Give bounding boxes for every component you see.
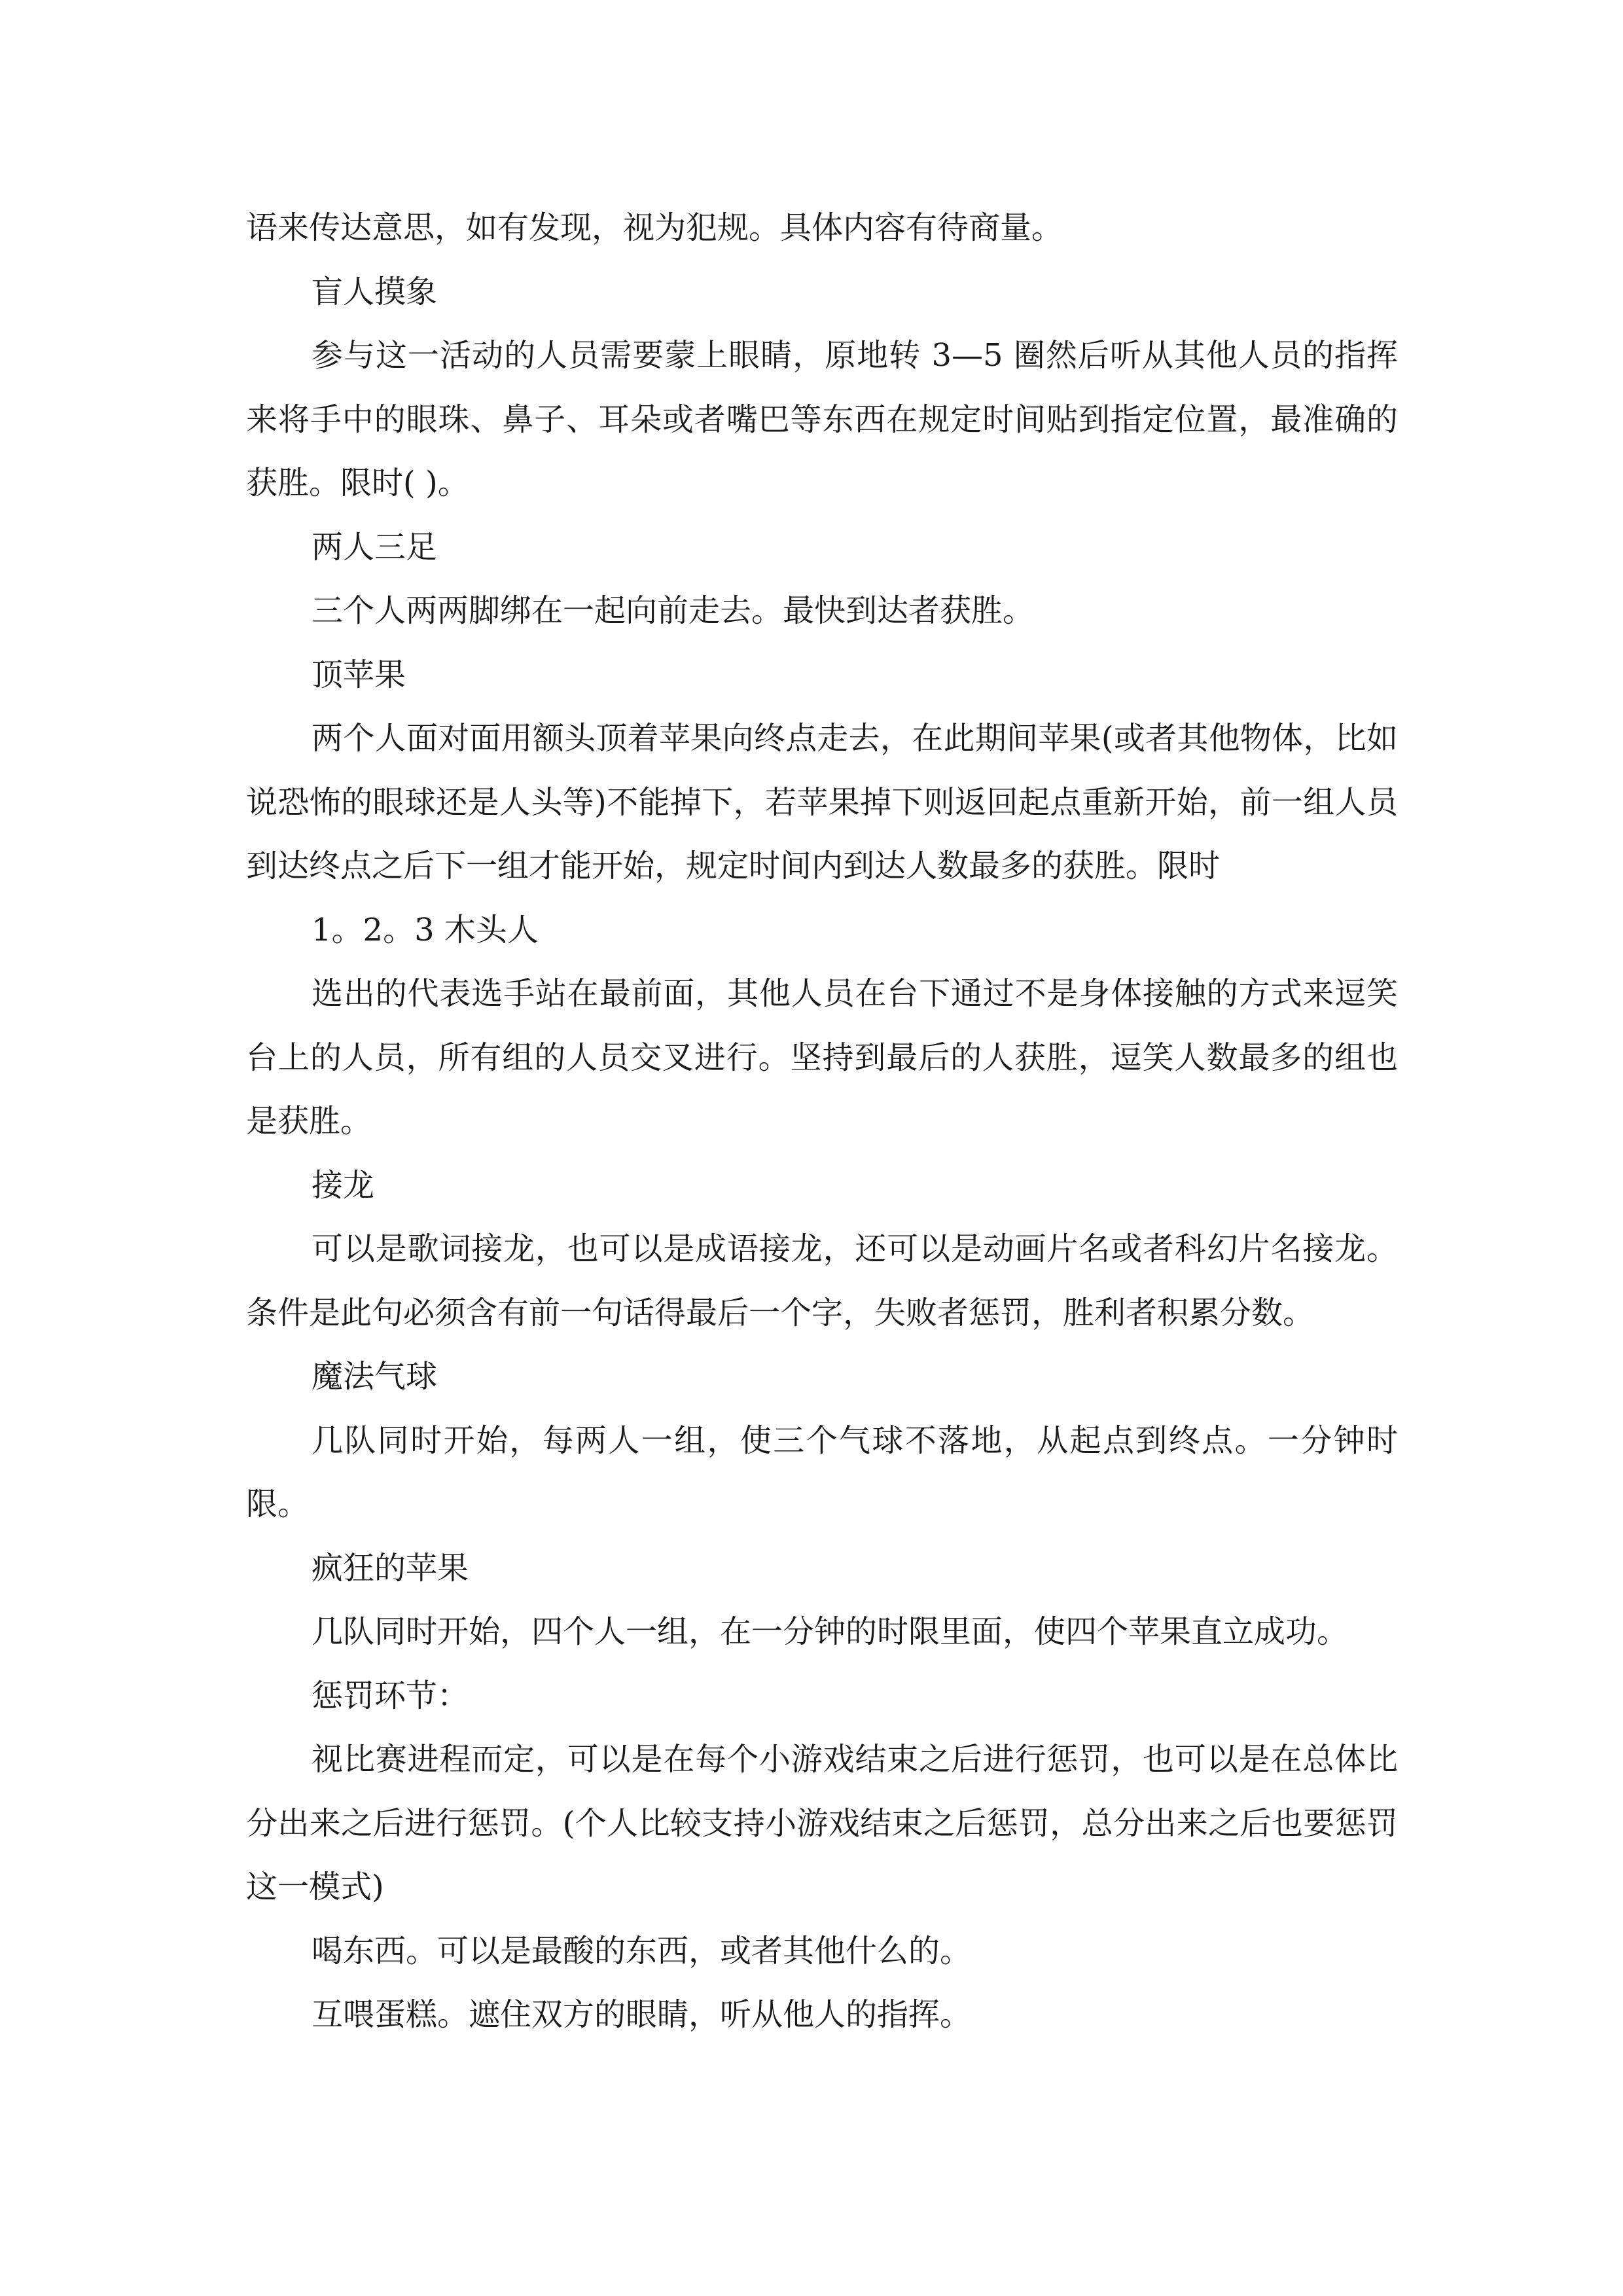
paragraph-crazy-apple: 几队同时开始，四个人一组，在一分钟的时限里面，使四个苹果直立成功。	[312, 1613, 1349, 1650]
heading-relay: 接龙	[312, 1166, 375, 1204]
paragraph-intro-continuation: 语来传达意思，如有发现，视为犯规。具体内容有待商量。	[246, 209, 1063, 246]
paragraph-three-legged: 三个人两两脚绑在一起向前走去。最快到达者获胜。	[312, 592, 1035, 629]
heading-three-legged: 两人三足	[312, 528, 438, 565]
heading-magic-balloon: 魔法气球	[312, 1358, 438, 1395]
heading-crazy-apple: 疯狂的苹果	[312, 1549, 469, 1587]
heading-head-apple: 顶苹果	[312, 656, 406, 693]
heading-blind-touch-elephant: 盲人摸象	[312, 273, 438, 310]
heading-wooden-man: 1。2。3 木头人	[312, 911, 539, 948]
paragraph-punishment: 视比赛进程而定，可以是在每个小游戏结束之后进行惩罚，也可以是在总体比分出来之后进行惩罚。(个人比较支持小游戏结束之后惩罚，总分出来之后也要惩罚这一模式)	[246, 1741, 1398, 1905]
paragraph-blind-touch-elephant: 参与这一活动的人员需要蒙上眼睛，原地转 3—5 圈然后听从其他人员的指挥来将手中的眼珠、鼻子、耳朵或者嘴巴等东西在规定时间贴到指定位置，最准确的获胜。限时( )。	[246, 337, 1398, 501]
document-body	[246, 196, 1398, 2047]
paragraph-magic-balloon: 几队同时开始，每两人一组，使三个气球不落地，从起点到终点。一分钟时限。	[246, 1422, 1398, 1522]
paragraph-wooden-man: 选出的代表选手站在最前面，其他人员在台下通过不是身体接触的方式来逗笑台上的人员，所有组的人员交叉进行。坚持到最后的人获胜，逗笑人数最多的组也是获胜。	[246, 975, 1398, 1139]
paragraph-punishment-drink: 喝东西。可以是最酸的东西，或者其他什么的。	[312, 1932, 972, 1969]
heading-punishment: 惩罚环节：	[312, 1677, 469, 1714]
paragraph-head-apple: 两个人面对面用额头顶着苹果向终点走去，在此期间苹果(或者其他物体，比如说恐怖的眼球还是人头等)不能掉下，若苹果掉下则返回起点重新开始，前一组人员到达终点之后下一组才能开始，规定时间内到达人数最多的获胜。限时	[246, 720, 1398, 884]
paragraph-relay: 可以是歌词接龙，也可以是成语接龙，还可以是动画片名或者科幻片名接龙。条件是此句必须含有前一句话得最后一个字，失败者惩罚，胜利者积累分数。	[246, 1230, 1398, 1331]
paragraph-punishment-cake: 互喂蛋糕。遮住双方的眼睛，听从他人的指挥。	[312, 1996, 972, 2033]
